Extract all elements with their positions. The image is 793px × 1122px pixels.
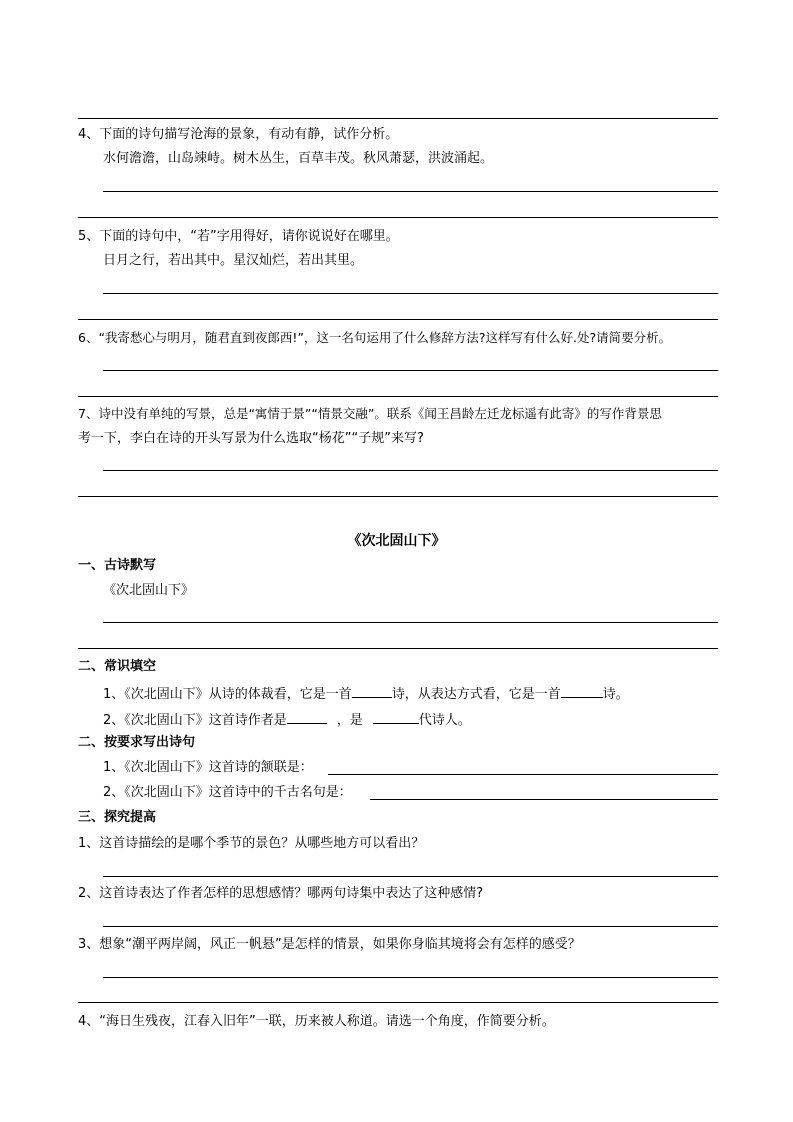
answer-line (103, 622, 718, 623)
fill-blank[interactable] (287, 710, 327, 724)
part2-item2-text-b: ，是 (336, 713, 363, 728)
part2-item1-text-c: 诗。 (602, 687, 629, 702)
answer-line (78, 648, 718, 649)
poem-title: 《次北固山下》 (347, 533, 446, 549)
question-5-quote: 日月之行，若出其中。星汉灿烂，若出其里。 (103, 253, 364, 268)
question-4-prompt: 4、下面的诗句描写沧海的景象，有动有静，试作分析。 (78, 127, 399, 142)
answer-line (78, 217, 718, 218)
question-7-prompt-line2: 考一下，李白在诗的开头写景为什么选取“杨花”“子规”来写? (78, 431, 424, 446)
answer-line (103, 293, 718, 294)
answer-line (103, 191, 718, 192)
question-4-quote: 水何澹澹，山岛竦峙。树木丛生，百草丰茂。秋风萧瑟，洪波涌起。 (103, 151, 494, 166)
question-5-prompt: 5、下面的诗句中，“若”字用得好，请你说说好在哪里。 (78, 229, 399, 244)
part3-item1: 1、《次北固山下》这首诗的颔联是： (103, 760, 313, 775)
answer-line[interactable] (370, 799, 718, 800)
answer-line (78, 396, 718, 397)
answer-line (103, 876, 718, 877)
answer-line (78, 319, 718, 320)
part4-question-3: 3、想象“潮平两岸阔，风正一帆悬”是怎样的情景，如果你身临其境将会有怎样的感受？ (78, 937, 581, 952)
part2-heading: 二、常识填空 (78, 659, 157, 674)
part3-heading: 二、按要求写出诗句 (78, 735, 196, 750)
part2-item1 (103, 684, 629, 703)
answer-line (103, 370, 718, 371)
question-6-prompt: 6、“我寄愁心与明月，随君直到夜郎西!”，这一名句运用了什么修辞方法?这样写有什么好.处?请简要分析。 (78, 330, 672, 345)
part2-item1-text-b: 诗，从表达方式看，它是一首 (391, 687, 561, 702)
part4-question-1: 1、这首诗描绘的是哪个季节的景色？从哪些地方可以看出？ (78, 836, 425, 851)
question-7-prompt-line1: 7、诗中没有单纯的写景，总是“寓情于景”“情景交融”。联系《闻王昌龄左迁龙标遥有此寄》的写作背景思 (78, 406, 662, 421)
answer-line (103, 977, 718, 978)
answer-line (103, 926, 718, 927)
part3-item2: 2、《次北固山下》这首诗中的千古名句是： (103, 785, 352, 800)
part4-question-2: 2、这首诗表达了作者怎样的思想感情？哪两句诗集中表达了这种感情? (78, 886, 484, 901)
part1-heading: 一、古诗默写 (78, 558, 157, 573)
part1-item: 《次北固山下》 (103, 583, 195, 598)
part4-question-4: 4、“海日生残夜，江春入旧年”一联，历来被人称道。请选一个角度，作简要分析。 (78, 1014, 555, 1029)
answer-line (78, 118, 718, 119)
part2-item2-text-c: 代诗人。 (418, 713, 471, 728)
fill-blank[interactable] (561, 684, 603, 698)
answer-line (78, 496, 718, 497)
answer-line (78, 1002, 718, 1003)
part2-item2 (103, 710, 471, 729)
answer-line[interactable] (328, 774, 718, 775)
fill-blank[interactable] (373, 710, 419, 724)
answer-line (103, 470, 718, 471)
fill-blank[interactable] (352, 684, 392, 698)
part2-item1-text-a: 1、《次北固山下》从诗的体裁看，它是一首 (103, 687, 352, 702)
part2-item2-text-a: 2、《次北固山下》这首诗作者是 (103, 713, 287, 728)
part4-heading: 三、探究提高 (78, 810, 157, 825)
